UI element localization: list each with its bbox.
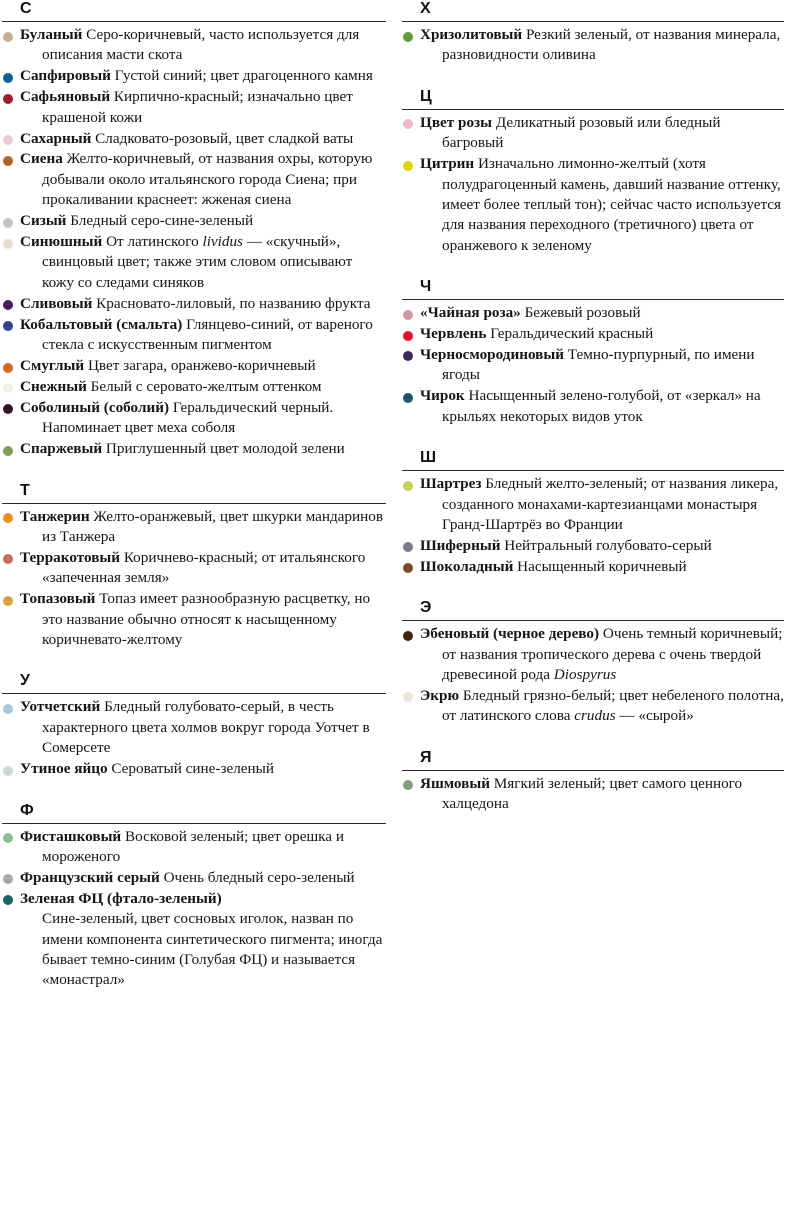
color-name: Шоколадный <box>420 557 514 575</box>
entry-list <box>402 303 784 427</box>
definition-text: Сине-зеленый, цвет сосновых иголок, назван по имени компонента синтетического пигмента; иногда бывает темно-синим (Голубая ФЦ) и называется «монастрал» <box>42 910 383 989</box>
color-name: Шиферный <box>420 536 501 554</box>
color-definition <box>442 475 778 533</box>
color-name: Сафьяновый <box>20 88 111 106</box>
entry-body <box>420 345 784 386</box>
glossary-entry <box>402 113 784 154</box>
section-divider <box>2 503 386 504</box>
glossary-entry <box>402 774 784 815</box>
entry-body <box>420 154 784 256</box>
color-name: Синюшный <box>20 233 103 251</box>
color-name: Сиена <box>20 150 63 168</box>
entry-body <box>20 211 386 231</box>
color-name: Уотчетский <box>20 698 101 716</box>
definition-text: Белый с серовато-желтым оттенком <box>90 377 322 395</box>
color-swatch-icon <box>3 446 13 456</box>
definition-italic-term: Diospyrus <box>553 665 617 683</box>
color-name: Утиное яйцо <box>20 760 108 778</box>
entry-list <box>402 624 784 727</box>
color-swatch-icon <box>403 310 413 320</box>
glossary-entry <box>402 345 784 386</box>
entry-body <box>20 149 386 210</box>
definition-text: Густой синий; цвет драгоценного камня <box>114 67 373 85</box>
color-swatch-icon <box>3 513 13 523</box>
section-divider <box>402 470 784 471</box>
entry-body <box>20 827 386 868</box>
glossary-entry <box>2 827 386 868</box>
glossary-entry <box>402 25 784 66</box>
entry-body <box>20 889 386 991</box>
color-definition <box>92 295 370 312</box>
color-name: Спаржевый <box>20 440 103 458</box>
color-name: Сливовый <box>20 294 93 312</box>
entry-list <box>402 774 784 815</box>
definition-text: Кирпично-красный; изначально цвет крашеной кожи <box>42 88 353 126</box>
entry-list <box>402 113 784 256</box>
section-divider <box>402 770 784 771</box>
color-definition <box>42 150 372 208</box>
entry-body <box>420 386 784 427</box>
glossary-entry <box>2 294 386 314</box>
letter-section <box>2 802 386 991</box>
color-definition <box>513 558 686 575</box>
section-letter-heading: Ч <box>420 278 432 296</box>
section-divider <box>402 109 784 110</box>
entry-body <box>20 398 386 439</box>
entry-body <box>20 868 386 888</box>
color-definition <box>442 387 761 424</box>
section-letter-heading: Х <box>420 0 431 17</box>
color-swatch-icon <box>3 73 13 83</box>
letter-section <box>402 88 784 256</box>
glossary-entry <box>402 324 784 344</box>
entry-body <box>20 439 386 459</box>
color-swatch-icon <box>3 874 13 884</box>
color-definition <box>20 909 386 991</box>
entry-body <box>420 303 784 323</box>
color-swatch-icon <box>3 218 13 228</box>
glossary-entry <box>2 232 386 293</box>
definition-text: Бледный серо-сине-зеленый <box>70 212 254 230</box>
definition-text: Серо-коричневый, часто используется для описания масти скота <box>42 26 360 64</box>
color-name: Чирок <box>420 387 465 405</box>
color-swatch-icon <box>403 780 413 790</box>
color-swatch-icon <box>3 554 13 564</box>
color-swatch-icon <box>3 766 13 776</box>
color-definition <box>66 212 253 229</box>
definition-text: Геральдический красный <box>490 325 654 343</box>
glossary-entry <box>2 129 386 149</box>
color-definition <box>87 378 322 395</box>
color-swatch-icon <box>3 363 13 373</box>
definition-text: Изначально лимонно-желтый (хотя полудрагоценный камень, давший название оттенку, имеет более теплый тон); сейчас часто используется для названия переходного (третичного) цвета от оранжевого к зеленому <box>442 155 781 254</box>
color-swatch-icon <box>403 351 413 361</box>
color-name: Сапфировый <box>20 67 111 85</box>
color-definition <box>442 155 781 254</box>
entry-body <box>420 536 784 556</box>
color-name: Французский серый <box>20 868 160 886</box>
color-swatch-icon <box>3 300 13 310</box>
color-name: Кобальтовый (смальта) <box>20 315 183 333</box>
letter-section <box>402 749 784 815</box>
color-swatch-icon <box>403 161 413 171</box>
definition-text: Бледный желто-зеленый; от названия ликера, созданного монахами-картезианцами монастыря Гранд-Шартрёз во Франции <box>442 475 779 533</box>
section-letter-heading: У <box>20 672 31 690</box>
section-letter-heading: Т <box>20 481 30 499</box>
entry-body <box>20 548 386 589</box>
color-definition <box>521 304 641 321</box>
glossary-entry <box>2 87 386 128</box>
color-definition <box>91 130 353 147</box>
glossary-entry <box>2 697 386 758</box>
entry-body <box>420 624 784 685</box>
entry-body <box>20 129 386 149</box>
color-definition <box>442 687 784 724</box>
entry-body <box>420 686 784 727</box>
glossary-entry <box>2 356 386 376</box>
entry-body <box>20 66 386 86</box>
color-name: «Чайная роза» <box>420 304 521 322</box>
definition-text: Сладковато-розовый, цвет сладкой ваты <box>95 129 354 147</box>
definition-text: Очень бледный серо-зеленый <box>163 868 355 886</box>
section-divider <box>2 21 386 22</box>
color-swatch-icon <box>403 692 413 702</box>
glossary-entry <box>2 398 386 439</box>
color-definition <box>84 357 315 374</box>
definition-text: От латинского <box>106 233 203 251</box>
glossary-entry <box>402 536 784 556</box>
color-name: Буланый <box>20 26 83 43</box>
color-swatch-icon <box>403 331 413 341</box>
definition-text: Красновато-лиловый, по названию фрукта <box>96 294 371 312</box>
entry-body <box>20 589 386 650</box>
glossary-entry <box>402 557 784 577</box>
color-swatch-icon <box>3 32 13 42</box>
color-definition <box>102 440 345 457</box>
section-divider <box>2 823 386 824</box>
color-swatch-icon <box>3 135 13 145</box>
glossary-entry <box>2 25 386 66</box>
definition-text: Цвет загара, оранжево-коричневый <box>87 357 316 374</box>
color-name: Экрю <box>420 686 460 704</box>
entry-body <box>420 557 784 577</box>
section-letter-heading: Ц <box>420 87 432 105</box>
glossary-entry <box>2 377 386 397</box>
color-definition <box>108 760 274 777</box>
color-definition <box>42 508 383 545</box>
letter-section <box>2 0 386 460</box>
color-name: Смуглый <box>20 357 85 374</box>
color-name: Цитрин <box>420 155 475 173</box>
letter-section <box>2 482 386 651</box>
color-name: Танжерин <box>20 507 90 525</box>
glossary-entry <box>402 474 784 535</box>
definition-italic-term: crudus <box>574 707 616 725</box>
color-swatch-icon <box>403 481 413 491</box>
definition-text: Насыщенный зелено-голубой, от «зеркал» на крыльях некоторых видов уток <box>442 387 761 425</box>
glossary-entry <box>2 507 386 548</box>
color-name: Хризолитовый <box>420 26 523 43</box>
glossary-entry <box>2 149 386 210</box>
color-definition <box>500 537 711 554</box>
definition-text: Насыщенный коричневый <box>517 557 687 575</box>
section-divider <box>402 299 784 300</box>
color-name: Червлень <box>420 325 487 343</box>
entry-body <box>420 474 784 535</box>
glossary-entry <box>402 303 784 323</box>
glossary-entry <box>2 759 386 779</box>
entry-body <box>420 25 784 66</box>
definition-text: — «скучный», свинцовый цвет; также этим словом описывают кожу со следами синяков <box>42 233 353 291</box>
color-swatch-icon <box>403 563 413 573</box>
color-name: Цвет розы <box>420 113 493 131</box>
color-swatch-icon <box>403 393 413 403</box>
glossary-entry <box>2 439 386 459</box>
color-swatch-icon <box>3 895 13 905</box>
entry-body <box>20 759 386 779</box>
color-definition <box>486 325 653 342</box>
color-name: Снежный <box>20 377 87 395</box>
color-swatch-icon <box>3 704 13 714</box>
definition-text: Бледный грязно-белый; цвет небеленого полотна, от латинского слова <box>442 686 784 725</box>
entry-list <box>2 697 386 779</box>
color-name: Фисташковый <box>20 827 122 845</box>
definition-text: Бледный голубовато-серый, в честь характерного цвета холмов вокруг города Уотчет в Сомерсете <box>42 698 370 757</box>
entry-body <box>420 774 784 815</box>
definition-text: Нейтральный голубовато-серый <box>504 536 712 554</box>
entry-body <box>20 507 386 548</box>
color-definition <box>111 67 373 84</box>
entry-body <box>20 377 386 397</box>
letter-section <box>402 278 784 427</box>
definition-text: Топаз имеет разнообразную расцветку, но это название обычно относят к насыщенному коричневато-желтому <box>42 590 371 648</box>
definition-text: Желто-оранжевый, цвет шкурки мандаринов из Танжера <box>42 507 384 545</box>
left-column <box>0 0 396 991</box>
color-swatch-icon <box>3 239 13 249</box>
section-letter-heading: Я <box>420 748 432 766</box>
glossary-entry <box>402 686 784 727</box>
definition-text: Глянцево-синий, от вареного стекла с искусственным пигментом <box>42 315 373 354</box>
definition-text: Мягкий зеленый; цвет самого ценного халцедона <box>442 774 743 813</box>
entry-list <box>2 507 386 651</box>
section-divider <box>402 620 784 621</box>
color-swatch-icon <box>403 542 413 552</box>
definition-text: Коричнево-красный; от итальянского «запеченная земля» <box>42 548 366 587</box>
entry-body <box>20 697 386 758</box>
glossary-entry <box>2 589 386 650</box>
entry-body <box>20 294 386 314</box>
color-name: Черносмородиновый <box>420 345 564 363</box>
color-name: Эбеновый (черное дерево) <box>420 625 600 643</box>
definition-text: Сероватый сине-зеленый <box>111 760 275 778</box>
color-swatch-icon <box>403 119 413 129</box>
entry-list <box>2 827 386 991</box>
color-swatch-icon <box>3 94 13 104</box>
section-letter-heading: Э <box>420 599 432 617</box>
entry-body <box>20 25 386 66</box>
section-letter-heading: С <box>20 0 32 17</box>
definition-text: Восковой зеленый; цвет орешка и мороженого <box>42 827 344 865</box>
color-swatch-icon <box>3 156 13 166</box>
glossary-entry <box>402 386 784 427</box>
entry-list <box>402 474 784 577</box>
entry-body <box>20 356 386 376</box>
entry-body <box>20 232 386 293</box>
glossary-entry <box>2 315 386 356</box>
color-swatch-icon <box>3 321 13 331</box>
section-divider <box>2 693 386 694</box>
glossary-entry <box>2 548 386 589</box>
color-name: Топазовый <box>20 590 96 608</box>
definition-text: — «сырой» <box>615 707 694 725</box>
section-letter-heading: Ф <box>20 801 34 819</box>
section-divider <box>402 21 784 22</box>
color-swatch-icon <box>403 631 413 641</box>
color-name: Сахарный <box>20 129 92 147</box>
color-swatch-icon <box>3 404 13 414</box>
color-swatch-icon <box>403 32 413 42</box>
letter-section <box>402 0 784 66</box>
color-name: Сизый <box>20 212 67 230</box>
letter-section <box>402 449 784 577</box>
color-swatch-icon <box>3 833 13 843</box>
color-definition <box>160 869 355 886</box>
definition-text: Темно-пурпурный, по имени ягоды <box>442 345 755 384</box>
section-letter-heading: Ш <box>420 449 437 467</box>
entry-body <box>20 87 386 128</box>
color-name: Зеленая ФЦ (фтало-зеленый) <box>20 889 222 907</box>
definition-text: Приглушенный цвет молодой зелени <box>105 440 345 458</box>
glossary-entry <box>2 66 386 86</box>
letter-section <box>402 599 784 727</box>
entry-body <box>420 113 784 154</box>
entry-list <box>2 25 386 460</box>
glossary-entry <box>2 868 386 888</box>
letter-section <box>2 672 386 779</box>
color-swatch-icon <box>3 596 13 606</box>
definition-text: Деликатный розовый или бледный багровый <box>442 113 721 152</box>
glossary-entry <box>402 154 784 256</box>
definition-text: Желто-коричневый, от названия охры, которую добывали около итальянского города Сиена; при прокаливании краснеет: жженая сиена <box>42 150 373 209</box>
definition-text: Геральдический черный. Напоминает цвет меха соболя <box>42 398 334 437</box>
entry-body <box>20 315 386 356</box>
definition-text: Резкий зеленый, от названия минерала, разновидности оливина <box>442 26 781 64</box>
definition-text: Очень темный коричневый; от названия тропического дерева с очень твердой древесиной рода <box>442 625 783 683</box>
color-name: Яшмовый <box>420 774 490 792</box>
color-swatch-icon <box>3 383 13 393</box>
color-definition <box>42 26 359 63</box>
right-column <box>396 0 790 815</box>
entry-body <box>420 324 784 344</box>
glossary-entry <box>402 624 784 685</box>
glossary-entry <box>2 211 386 231</box>
definition-text: Бежевый розовый <box>524 304 641 322</box>
color-name: Соболиный (соболий) <box>20 398 170 416</box>
color-name: Шартрез <box>420 475 482 493</box>
definition-italic-term: lividus <box>202 233 243 251</box>
entry-list <box>402 25 784 66</box>
glossary-entry <box>2 889 386 991</box>
color-name: Терракотовый <box>20 548 121 566</box>
